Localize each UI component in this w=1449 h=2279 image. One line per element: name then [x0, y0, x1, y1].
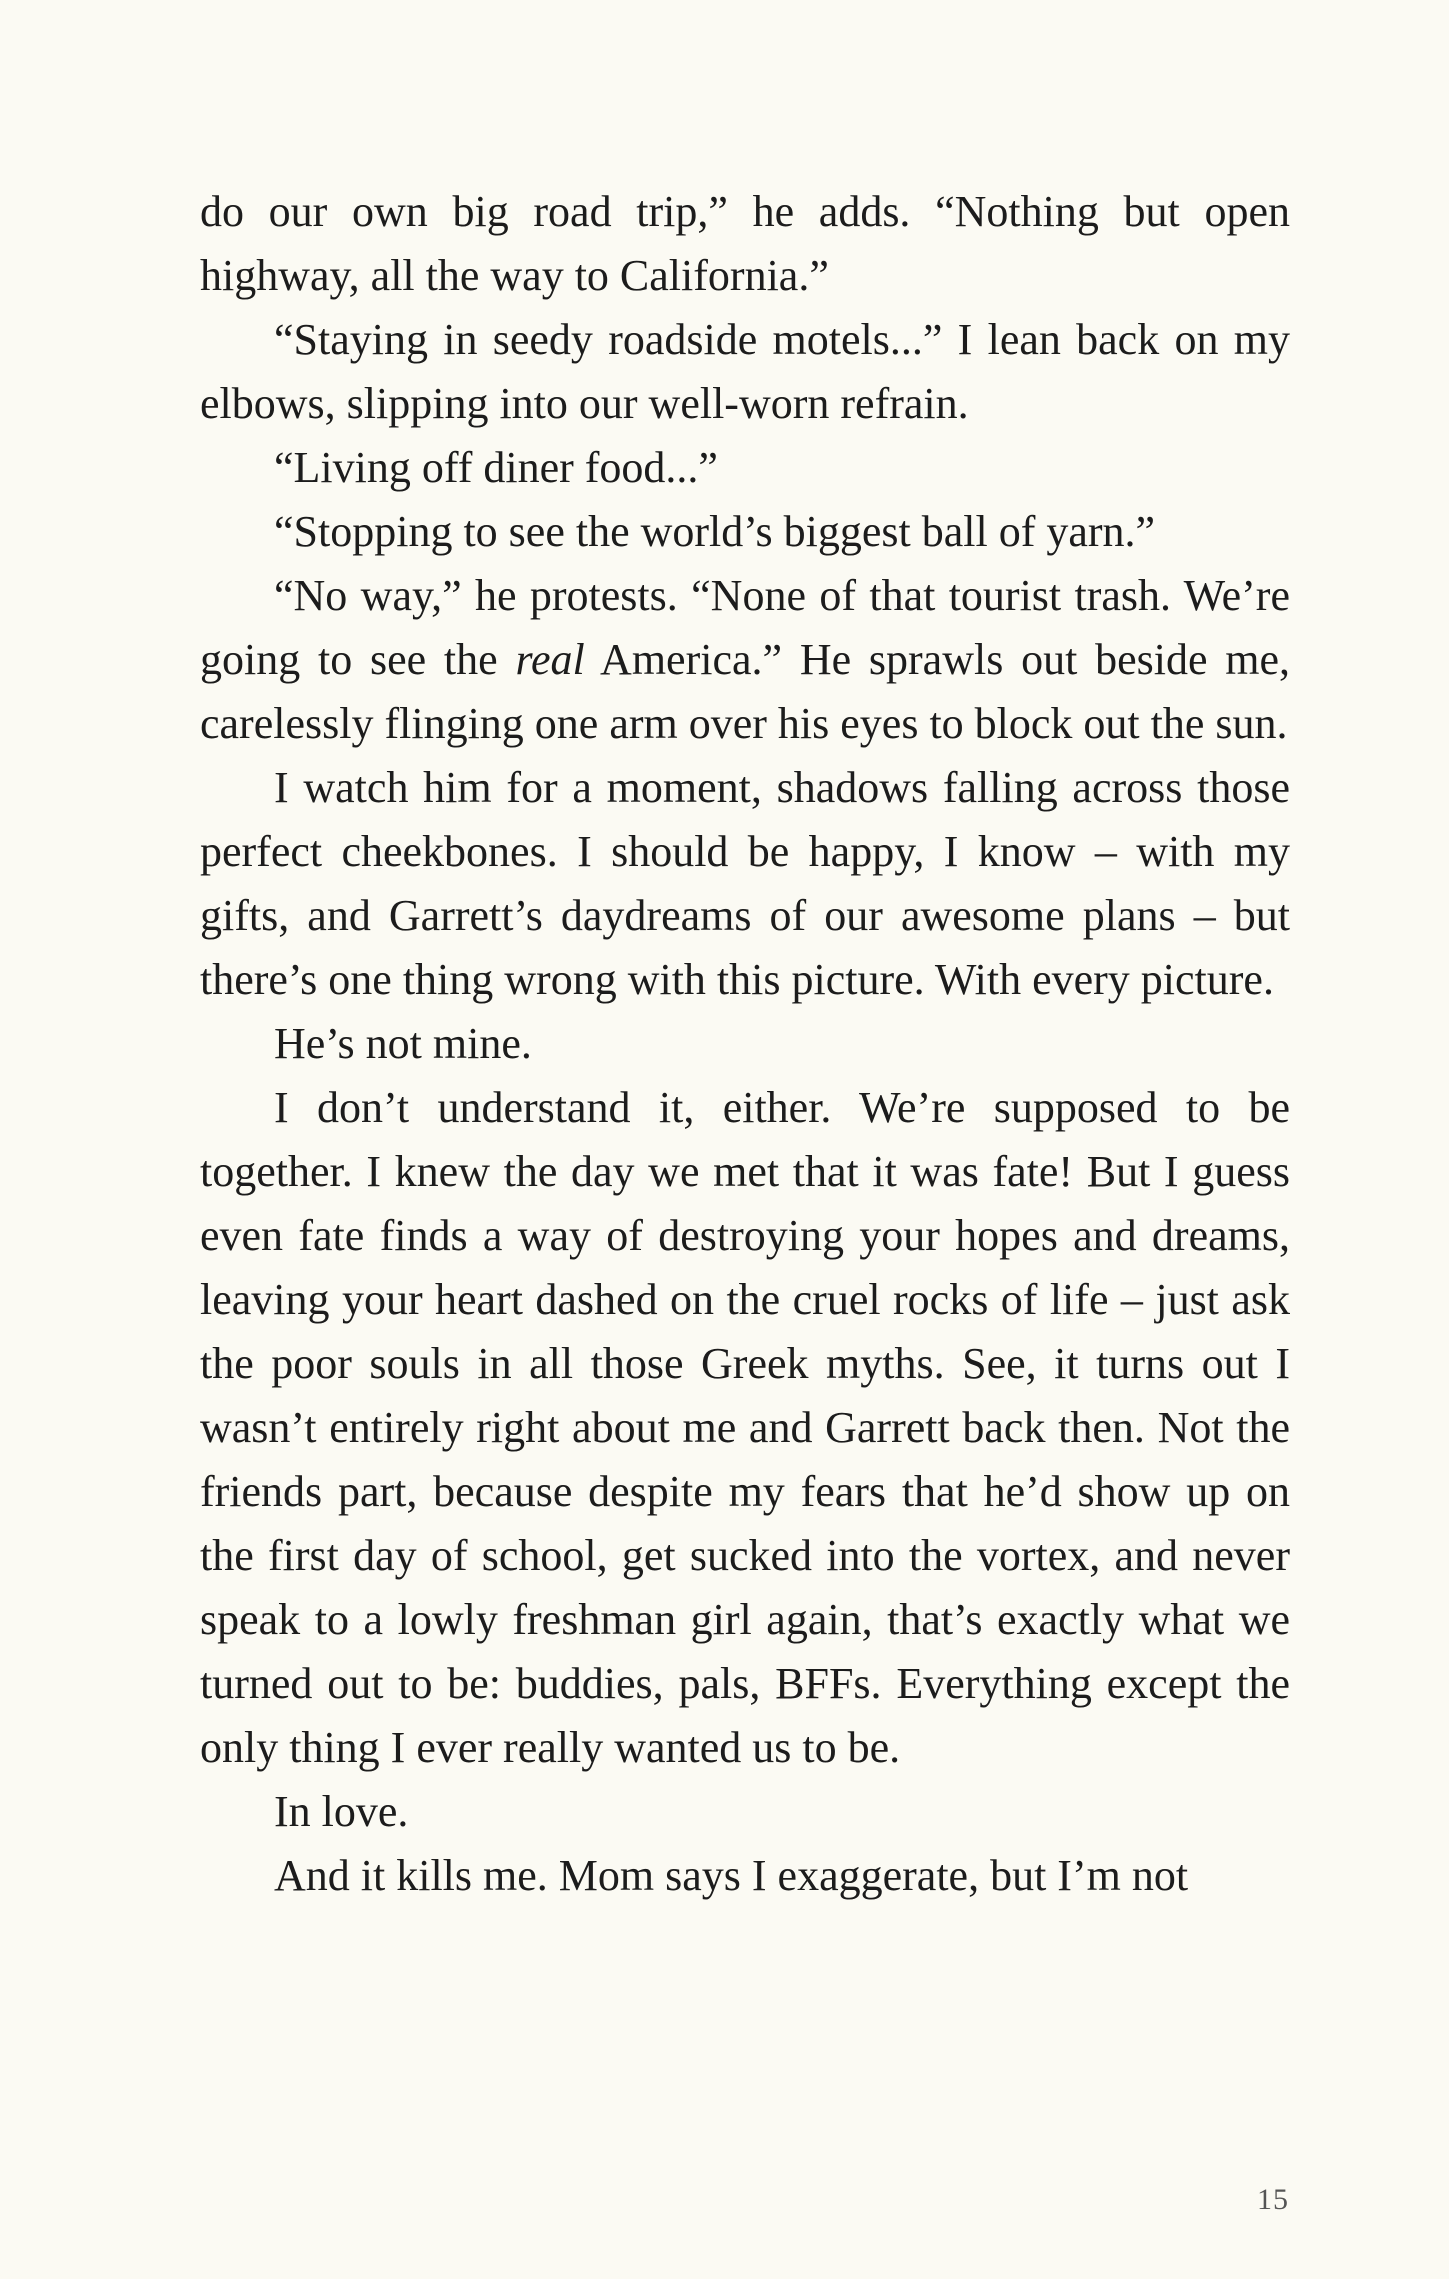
paragraph: He’s not mine.: [274, 1019, 532, 1068]
paragraph: do our own big road trip,” he adds. “Nothing but open highway, all the way to California.”: [200, 187, 1290, 300]
body-text: [200, 180, 1290, 1908]
paragraph: “Living off diner food...”: [274, 443, 718, 492]
paragraph: “Staying in seedy roadside motels...” I lean back on my elbows, slipping into our well-worn refrain.: [200, 315, 1290, 428]
paragraph: “Stopping to see the world’s biggest ball of yarn.”: [274, 507, 1156, 556]
page-number: 15: [1257, 2183, 1289, 2216]
paragraph: In love.: [274, 1787, 409, 1836]
emphasis: real: [515, 635, 585, 684]
paragraph: “No way,” he protests. “None of that tourist trash. We’re going to see the real America.” He sprawls out beside me, carelessly flinging one arm over his eyes to block out the sun.: [200, 571, 1291, 748]
paragraph: I watch him for a moment, shadows falling across those perfect cheekbones. I should be happy, I know – with my gifts, and Garrett’s daydreams of our awesome plans – but there’s one thing wrong with this picture. With every picture.: [200, 763, 1290, 1004]
paragraph: I don’t understand it, either. We’re supposed to be together. I knew the day we met that it was fate! But I guess even fate finds a way of destroying your hopes and dreams, leaving your heart dashed on the cruel rocks of life – just ask the poor souls in all those Greek myths. See, it turns out I wasn’t entirely right about me and Garrett back then. Not the friends part, because despite my fears that he’d show up on the first day of school, get sucked into the vortex, and never speak to a lowly freshman girl again, that’s exactly what we turned out to be: buddies, pals, BFFs. Everything except the only thing I ever really wanted us to be.: [200, 1083, 1290, 1772]
paragraph: And it kills me. Mom says I exaggerate, but I’m not: [274, 1851, 1189, 1900]
